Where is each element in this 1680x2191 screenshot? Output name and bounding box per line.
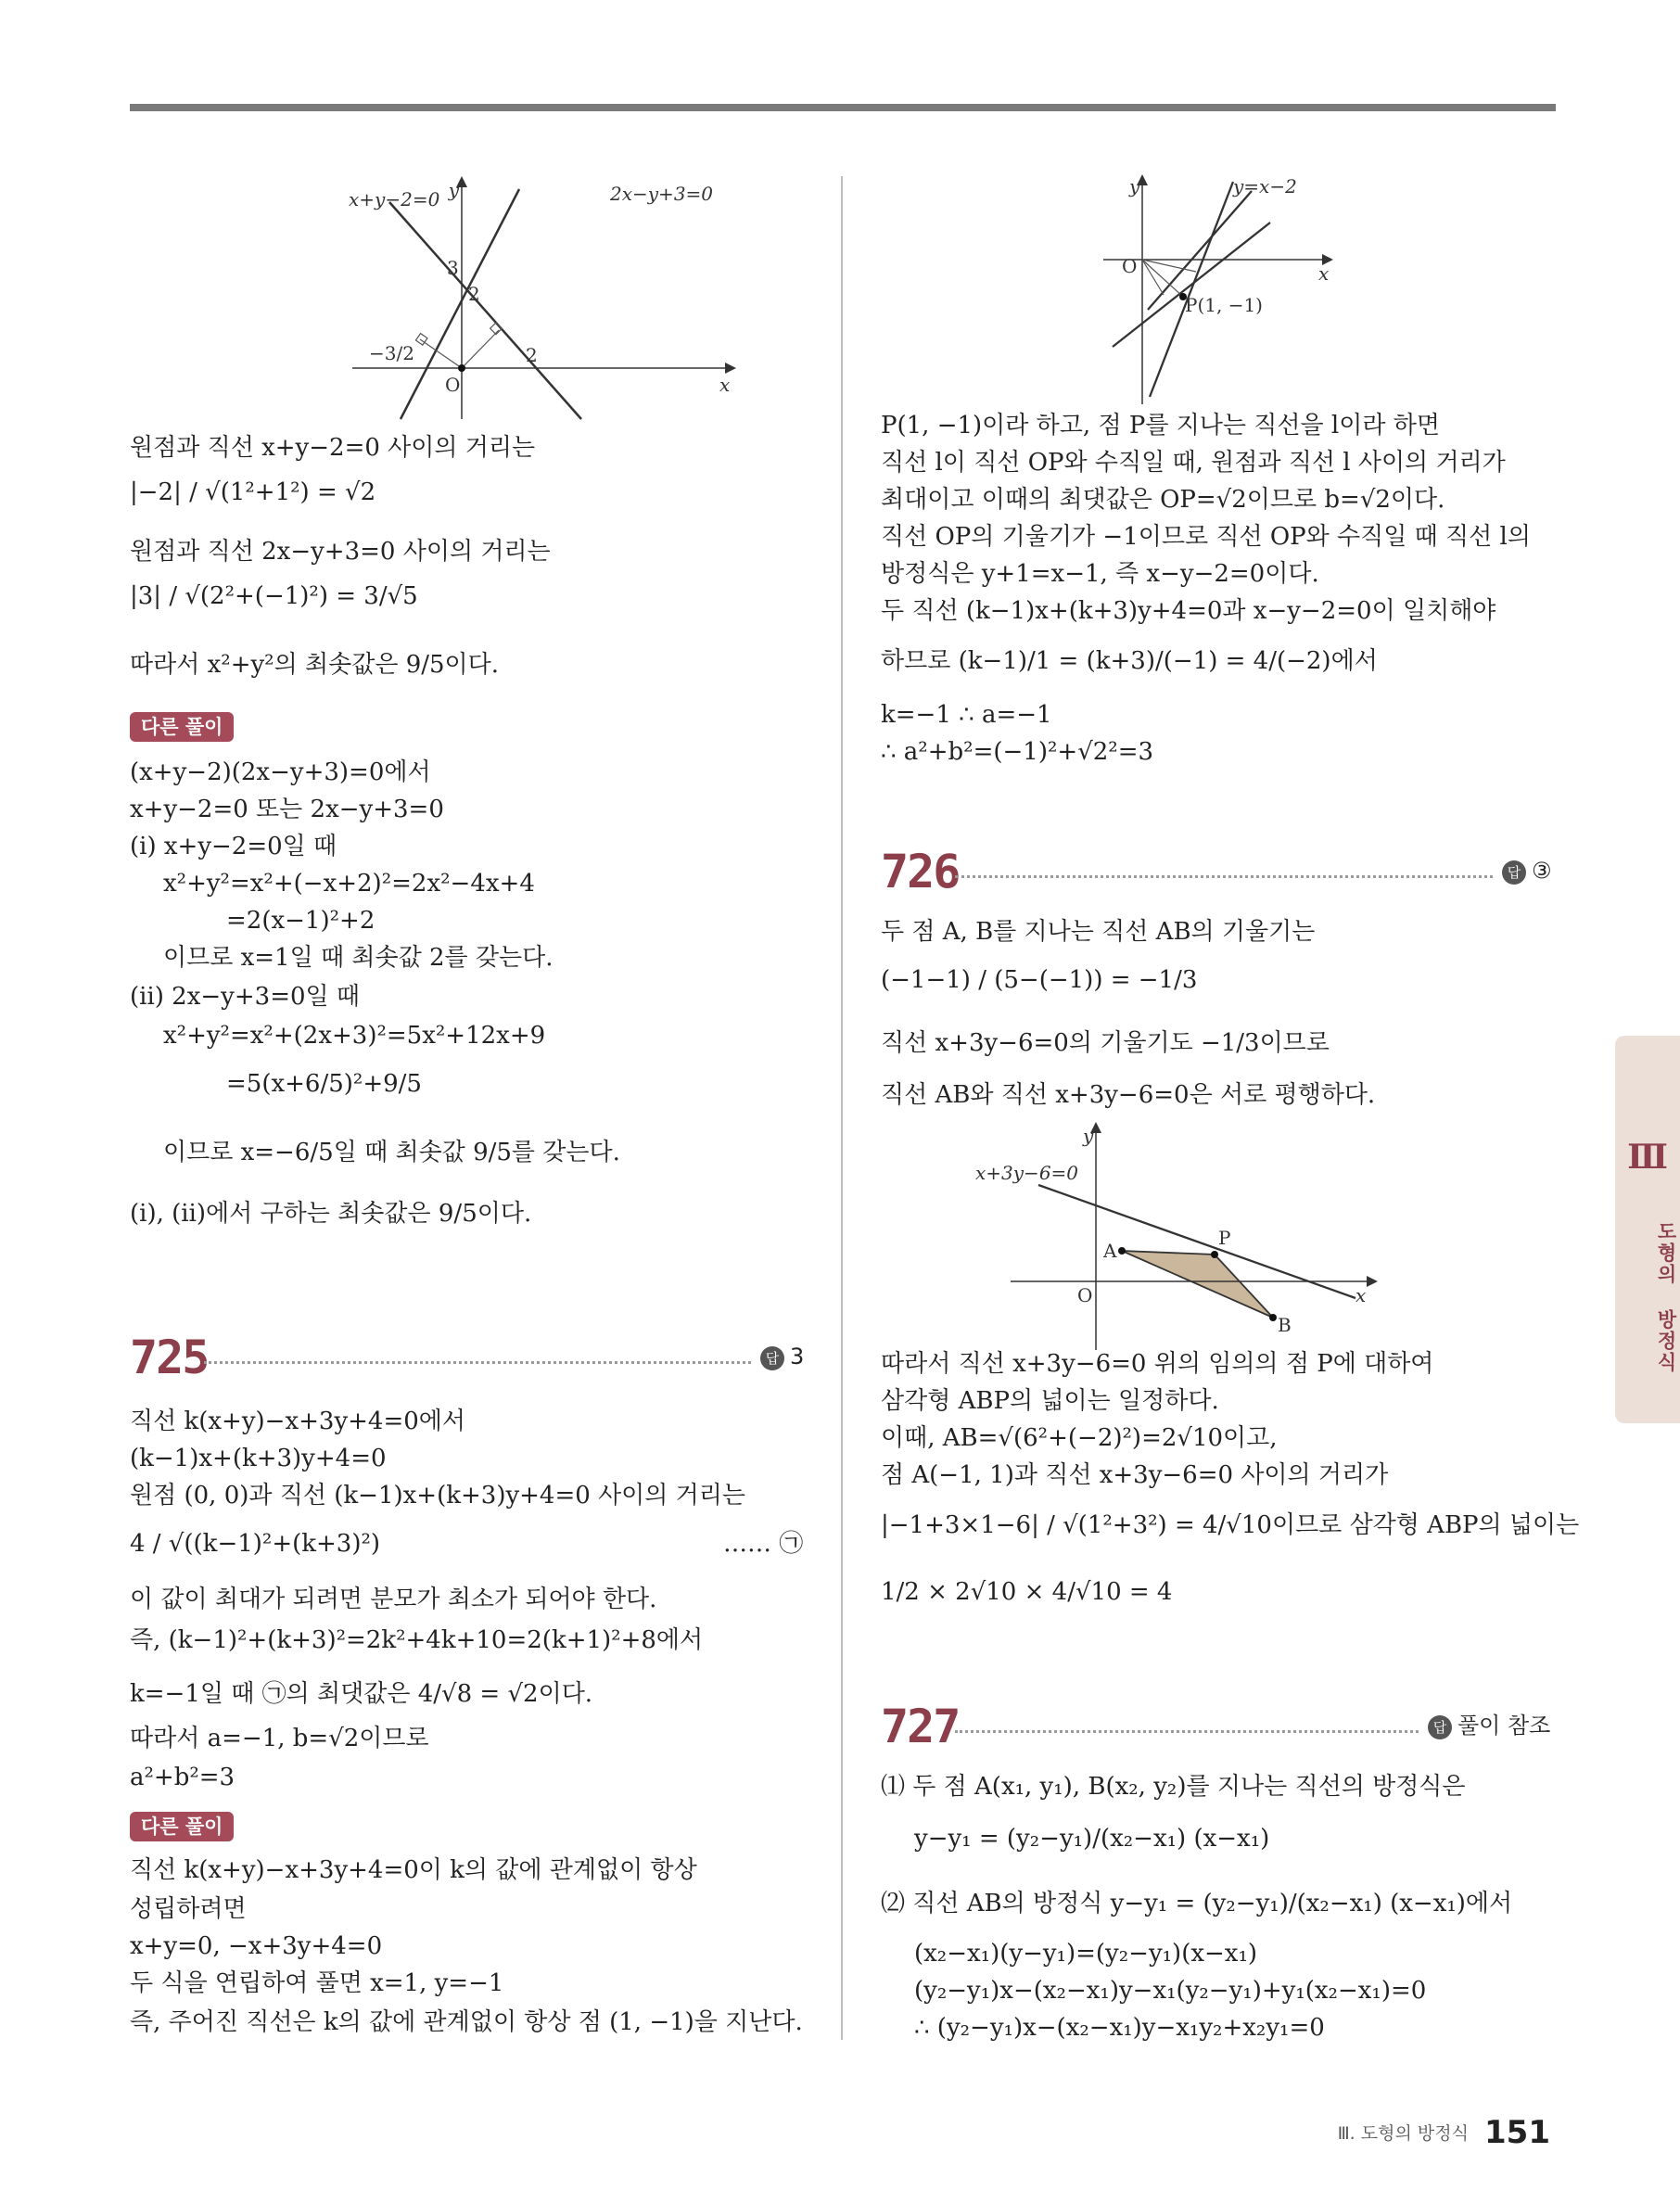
chapter-side-tab	[1615, 1036, 1680, 1423]
text-line: =2(x−1)²+2	[226, 907, 375, 935]
text-line: 직선 l이 직선 OP와 수직일 때, 원점과 직선 l 사이의 거리가	[881, 449, 1506, 477]
text-line: k=−1 ∴ a=−1	[881, 701, 1052, 729]
text-line: 두 점 A, B를 지나는 직선 AB의 기울기는	[881, 918, 1316, 946]
fig2-point-label: P(1, −1)	[1185, 294, 1263, 316]
answer-mark-icon: 답	[1428, 1715, 1452, 1739]
text-line: (ⅱ) 2x−y+3=0일 때	[130, 983, 361, 1011]
fig2-x-label: x	[1318, 262, 1330, 285]
text-line: 즉, (k−1)²+(k+3)²=2k²+4k+10=2(k+1)²+8에서	[130, 1626, 704, 1654]
text-line: ⑴ 두 점 A(x₁, y₁), B(x₂, y₂)를 지나는 직선의 방정식은	[881, 1773, 1466, 1801]
fig1-x-label: x	[719, 374, 731, 396]
fig3-y-label: y	[1083, 1125, 1094, 1147]
text-line: (x+y−2)(2x−y+3)=0에서	[130, 758, 431, 786]
problem-number: 726	[881, 845, 960, 898]
text-line: |−1+3×1−6| / √(1²+3²) = 4/√10이므로 삼각형 ABP의 넓이는	[881, 1511, 1580, 1539]
column-divider	[841, 176, 843, 2040]
text-line: 원점과 직선 x+y−2=0 사이의 거리는	[130, 434, 536, 462]
text-line: 따라서 x²+y²의 최솟값은 9/5이다.	[130, 651, 500, 679]
fig2-origin: O	[1122, 255, 1138, 277]
text-line: ⑵ 직선 AB의 방정식 y−y₁ = (y₂−y₁)/(x₂−x₁) (x−x₁)에서	[881, 1890, 1513, 1917]
fig1-label-line2: 2x−y+3=0	[610, 183, 714, 205]
text-line: 점 A(−1, 1)과 직선 x+3y−6=0 사이의 거리가	[881, 1461, 1389, 1489]
problem-725-header	[130, 1330, 807, 1385]
text-line: 방정식은 y+1=x−1, 즉 x−y−2=0이다.	[881, 560, 1319, 588]
answer-label: 답 ③	[1502, 855, 1552, 886]
figure-triangle-abp	[975, 1122, 1381, 1354]
text-line: 4 / √((k−1)²+(k+3)²)	[130, 1530, 381, 1558]
fig1-tick-2x: 2	[526, 344, 538, 366]
answer-mark-icon: 답	[1502, 860, 1526, 885]
fig3-x-label: x	[1355, 1284, 1367, 1306]
text-line: 직선 OP의 기울기가 −1이므로 직선 OP와 수직일 때 직선 l의	[881, 523, 1531, 551]
fig1-label-line1: x+y−2=0	[349, 188, 440, 210]
text-line: 따라서 a=−1, b=√2이므로	[130, 1725, 429, 1752]
problem-number: 727	[881, 1700, 960, 1753]
text-line: (k−1)x+(k+3)y+4=0	[130, 1445, 387, 1472]
answer-label: 답 풀이 참조	[1428, 1710, 1550, 1741]
page-number: 151	[1484, 2114, 1550, 2151]
text-line: 최대이고 이때의 최댓값은 OP=√2이므로 b=√2이다.	[881, 486, 1445, 514]
page-footer	[1338, 2114, 1550, 2151]
problem-number: 725	[130, 1331, 209, 1384]
text-line: ∴ a²+b²=(−1)²+√2²=3	[881, 738, 1154, 766]
chapter-roman: Ⅲ	[1627, 1138, 1668, 1177]
text-line: x²+y²=x²+(−x+2)²=2x²−4x+4	[163, 870, 535, 898]
fig3-point-b: B	[1278, 1314, 1292, 1336]
text-line: (y₂−y₁)x−(x₂−x₁)y−x₁(y₂−y₁)+y₁(x₂−x₁)=0	[914, 1977, 1427, 2005]
answer-label: 답 3	[760, 1341, 804, 1372]
text-line: y−y₁ = (y₂−y₁)/(x₂−x₁) (x−x₁)	[914, 1825, 1270, 1853]
fig3-point-p: P	[1218, 1227, 1231, 1249]
footer-section: Ⅲ. 도형의 방정식	[1337, 2123, 1469, 2144]
text-line: 이 값이 최대가 되려면 분모가 최소가 되어야 한다.	[130, 1586, 657, 1613]
fig3-point-a: A	[1103, 1240, 1117, 1262]
fig1-tick-neg32: −3/2	[369, 342, 414, 364]
fig3-line-label: x+3y−6=0	[975, 1162, 1079, 1184]
text-line: 이때, AB=√(6²+(−2)²)=2√10이고,	[881, 1424, 1278, 1452]
text-line: k=−1일 때 ㉠의 최댓값은 4/√8 = √2이다.	[130, 1680, 593, 1708]
problem-727-header	[881, 1699, 1551, 1754]
alt-solution-badge: 다른 풀이	[130, 1812, 234, 1841]
alt-solution-badge: 다른 풀이	[130, 712, 234, 742]
text-line: 이므로 x=−6/5일 때 최솟값 9/5를 갖는다.	[163, 1139, 620, 1166]
text-line: 원점과 직선 2x−y+3=0 사이의 거리는	[130, 538, 551, 566]
text-line: 직선 k(x+y)−x+3y+4=0에서	[130, 1408, 466, 1435]
fig1-y-label: y	[448, 179, 459, 201]
text-line: 즉, 주어진 직선은 k의 값에 관계없이 항상 점 (1, −1)을 지난다.	[130, 2008, 803, 2036]
text-line: 원점 (0, 0)과 직선 (k−1)x+(k+3)y+4=0 사이의 거리는	[130, 1482, 746, 1509]
text-line: P(1, −1)이라 하고, 점 P를 지나는 직선을 l이라 하면	[881, 412, 1440, 439]
text-line: |−2| / √(1²+1²) = √2	[130, 478, 376, 506]
fig1-origin: O	[445, 374, 461, 396]
text-line: (−1−1) / (5−(−1)) = −1/3	[881, 966, 1198, 994]
fig1-tick-2y: 2	[468, 283, 480, 305]
problem-726-header	[881, 844, 1552, 899]
text-line: ∴ (y₂−y₁)x−(x₂−x₁)y−x₁y₂+x₂y₁=0	[914, 2014, 1325, 2042]
text-line: 따라서 직선 x+3y−6=0 위의 임의의 점 P에 대하여	[881, 1350, 1434, 1378]
text-line: 직선 k(x+y)−x+3y+4=0이 k의 값에 관계없이 항상	[130, 1856, 697, 1884]
text-line: 이므로 x=1일 때 최솟값 2를 갖는다.	[163, 944, 554, 972]
figure-lines-through-p	[1094, 174, 1335, 406]
text-line: x+y−2=0 또는 2x−y+3=0	[130, 796, 444, 823]
text-line: (x₂−x₁)(y−y₁)=(y₂−y₁)(x−x₁)	[914, 1940, 1258, 1968]
fig1-tick-3: 3	[447, 257, 459, 279]
fig2-y-label: y	[1129, 175, 1140, 197]
figure-two-lines	[349, 176, 742, 427]
chapter-title-vertical: 도형의 방정식	[1655, 1221, 1677, 1373]
text-line: 두 직선 (k−1)x+(k+3)y+4=0과 x−y−2=0이 일치해야	[881, 597, 1496, 625]
text-line: x+y=0, −x+3y+4=0	[130, 1932, 383, 1960]
text-line: 성립하려면	[130, 1895, 247, 1923]
fig2-line-label: y=x−2	[1233, 175, 1297, 197]
top-rule	[130, 104, 1556, 111]
text-line: =5(x+6/5)²+9/5	[226, 1070, 422, 1098]
text-line: x²+y²=x²+(2x+3)²=5x²+12x+9	[163, 1022, 546, 1050]
fig3-origin: O	[1077, 1284, 1093, 1306]
text-line: 삼각형 ABP의 넓이는 일정하다.	[881, 1387, 1219, 1415]
equation-tag: …… ㉠	[723, 1530, 804, 1558]
text-line: 1/2 × 2√10 × 4/√10 = 4	[881, 1578, 1173, 1606]
text-line: 직선 AB와 직선 x+3y−6=0은 서로 평행하다.	[881, 1081, 1376, 1109]
answer-mark-icon: 답	[760, 1346, 784, 1370]
text-line: |3| / √(2²+(−1)²) = 3/√5	[130, 582, 418, 610]
text-line: (ⅰ) x+y−2=0일 때	[130, 833, 337, 860]
text-line: 직선 x+3y−6=0의 기울기도 −1/3이므로	[881, 1029, 1330, 1057]
text-line: 두 식을 연립하여 풀면 x=1, y=−1	[130, 1969, 504, 1997]
text-line: (ⅰ), (ⅱ)에서 구하는 최솟값은 9/5이다.	[130, 1200, 532, 1228]
text-line: a²+b²=3	[130, 1764, 235, 1791]
text-line: 하므로 (k−1)/1 = (k+3)/(−1) = 4/(−2)에서	[881, 647, 1378, 675]
